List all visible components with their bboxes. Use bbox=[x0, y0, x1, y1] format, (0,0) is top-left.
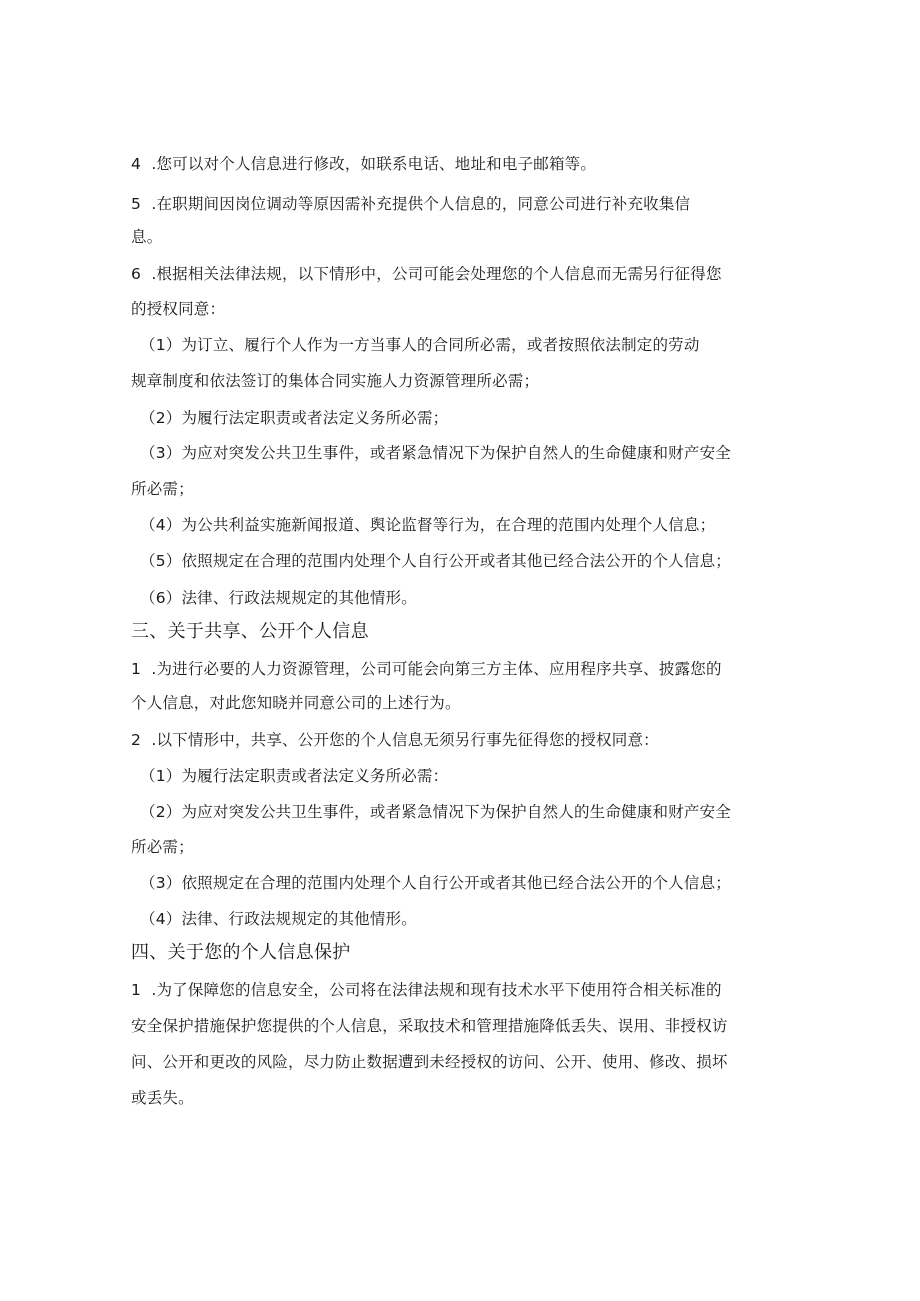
paragraph-6-line-2: 的授权同意： bbox=[131, 300, 226, 318]
list-item-4: （4）为公共利益实施新闻报道、舆论监督等行为，在合理的范围内处理个人信息； bbox=[140, 516, 716, 534]
paragraph-5-line-1: 5 .在职期间因岗位调动等原因需补充提供个人信息的，同意公司进行补充收集信 bbox=[131, 195, 691, 213]
list-item-1-line-2: 规章制度和依法签订的集体合同实施人力资源管理所必需； bbox=[131, 372, 540, 390]
sharing-list-item-2-line-2: 所必需； bbox=[131, 838, 194, 856]
section-heading-4: 四、关于您的个人信息保护 bbox=[131, 942, 351, 963]
protection-paragraph-1-line-1: 1 .为了保障您的信息安全，公司将在法律法规和现有技术水平下使用符合相关标准的 bbox=[131, 981, 722, 999]
sharing-paragraph-1-line-2: 个人信息，对此您知晓并同意公司的上述行为。 bbox=[131, 694, 461, 712]
section-heading-3: 三、关于共享、公开个人信息 bbox=[131, 621, 369, 642]
paragraph-6-line-1: 6 .根据相关法律法规，以下情形中，公司可能会处理您的个人信息而无需另行征得您 bbox=[131, 265, 722, 283]
sharing-list-item-3: （3）依照规定在合理的范围内处理个人自行公开或者其他已经合法公开的个人信息； bbox=[140, 874, 731, 892]
list-item-6: （6）法律、行政法规规定的其他情形。 bbox=[140, 589, 417, 607]
list-item-3-line-1: （3）为应对突发公共卫生事件，或者紧急情况下为保护自然人的生命健康和财产安全 bbox=[140, 444, 731, 462]
protection-paragraph-1-line-4: 或丢失。 bbox=[131, 1089, 194, 1107]
protection-paragraph-1-line-2: 安全保护措施保护您提供的个人信息，采取技术和管理措施降低丢失、误用、非授权访 bbox=[131, 1017, 728, 1035]
sharing-list-item-4: （4）法律、行政法规规定的其他情形。 bbox=[140, 910, 417, 928]
paragraph-4: 4 .您可以对个人信息进行修改，如联系电话、地址和电子邮箱等。 bbox=[131, 155, 597, 173]
protection-paragraph-1-line-3: 问、公开和更改的风险，尽力防止数据遭到未经授权的访问、公开、使用、修改、损坏 bbox=[131, 1053, 728, 1071]
list-item-3-line-2: 所必需； bbox=[131, 480, 194, 498]
list-item-5: （5）依照规定在合理的范围内处理个人自行公开或者其他已经合法公开的个人信息； bbox=[140, 552, 731, 570]
sharing-list-item-1: （1）为履行法定职责或者法定义务所必需： bbox=[140, 767, 449, 785]
list-item-2: （2）为履行法定职责或者法定义务所必需； bbox=[140, 409, 449, 427]
sharing-list-item-2-line-1: （2）为应对突发公共卫生事件，或者紧急情况下为保护自然人的生命健康和财产安全 bbox=[140, 803, 731, 821]
list-item-1-line-1: （1）为订立、履行个人作为一方当事人的合同所必需，或者按照依法制定的劳动 bbox=[140, 336, 700, 354]
sharing-paragraph-2: 2 .以下情形中，共享、公开您的个人信息无须另行事先征得您的授权同意： bbox=[131, 731, 659, 749]
sharing-paragraph-1-line-1: 1 .为进行必要的人力资源管理，公司可能会向第三方主体、应用程序共享、披露您的 bbox=[131, 660, 722, 678]
paragraph-5-line-2: 息。 bbox=[131, 228, 163, 246]
